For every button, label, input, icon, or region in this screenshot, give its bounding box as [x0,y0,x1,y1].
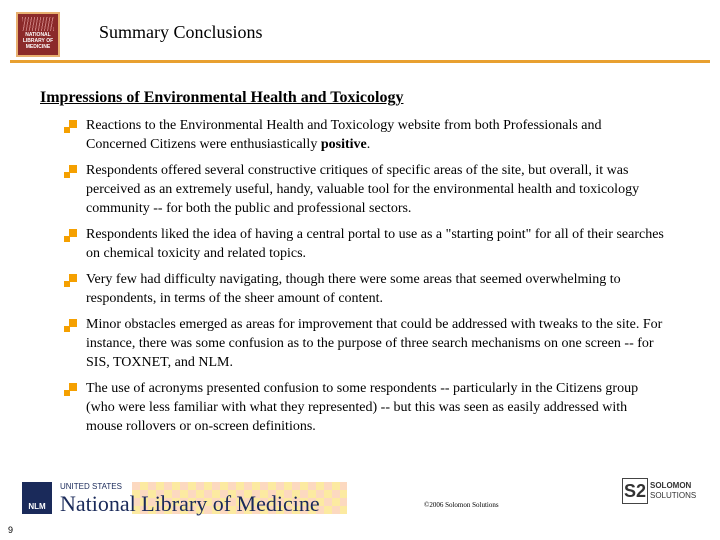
bullet-icon [64,319,77,332]
nlm-united-states: UNITED STATES [60,482,122,491]
solomon-line1: SOLOMON [650,481,692,490]
solomon-line2: SOLUTIONS [650,491,697,500]
slide-title: Summary Conclusions [99,22,263,42]
list-item [64,161,664,218]
copyright: ©2006 Solomon Solutions [424,501,499,509]
list-item [64,270,664,308]
nlm-footer-logo [22,482,352,518]
bullet-text: Respondents liked the idea of having a central portal to use as a "starting point" for all of their searches on chemical toxicity and related topics. [86,227,664,261]
logo-text: NATIONAL LIBRARY OF MEDICINE [22,32,54,50]
page-number: 9 [8,525,14,535]
bullet-icon [64,274,77,287]
bullet-icon [64,120,77,133]
bullet-icon [64,229,77,242]
list-item [64,379,664,436]
bullet-icon [64,383,77,396]
bullet-text: Reactions to the Environmental Health and Toxicology website from both Professionals and Concerned Citizens were enthusiastically [86,118,602,152]
bullet-text: Minor obstacles emerged as areas for improvement that could be addressed with tweaks to the site. For instance, there was some confusion as to the purpose of three search mechanisms on one screen -- for SIS, TOXNET, and NLM. [86,317,663,370]
section-heading: Impressions of Environmental Health and Toxicology [40,89,404,106]
bullet-bold: positive [320,137,367,152]
nlm-logo [16,12,60,57]
bullet-text-end: . [366,137,371,152]
nlm-box-icon [22,482,52,514]
bullet-icon [64,165,77,178]
bullet-text: The use of acronyms presented confusion to some respondents -- particularly in the Citizens group (who were less familiar with what they represented) -- but this was seen as easily addressed with mouse rollovers or on-screen definitions. [86,381,639,434]
divider [10,60,710,63]
solomon-mark-icon: S2 [622,478,648,504]
book-rays-icon [22,17,54,31]
list-item [64,315,664,372]
nlm-name: National Library of Medicine [60,491,320,516]
bullet-text: Very few had difficulty navigating, though there were some areas that seemed overwhelming to respondents, in terms of the sheer amount of content. [86,272,621,306]
nlm-box-text: NLM [28,502,46,511]
solomon-text [650,481,696,501]
bullet-list [64,116,664,443]
bullet-text: Respondents offered several constructive critiques of specific areas of the site, but overall, it was perceived as an extremely useful, handy, valuable tool for the environmental health and toxicology community -- for both the public and professional sectors. [86,163,640,216]
list-item [64,225,664,263]
list-item [64,116,664,154]
